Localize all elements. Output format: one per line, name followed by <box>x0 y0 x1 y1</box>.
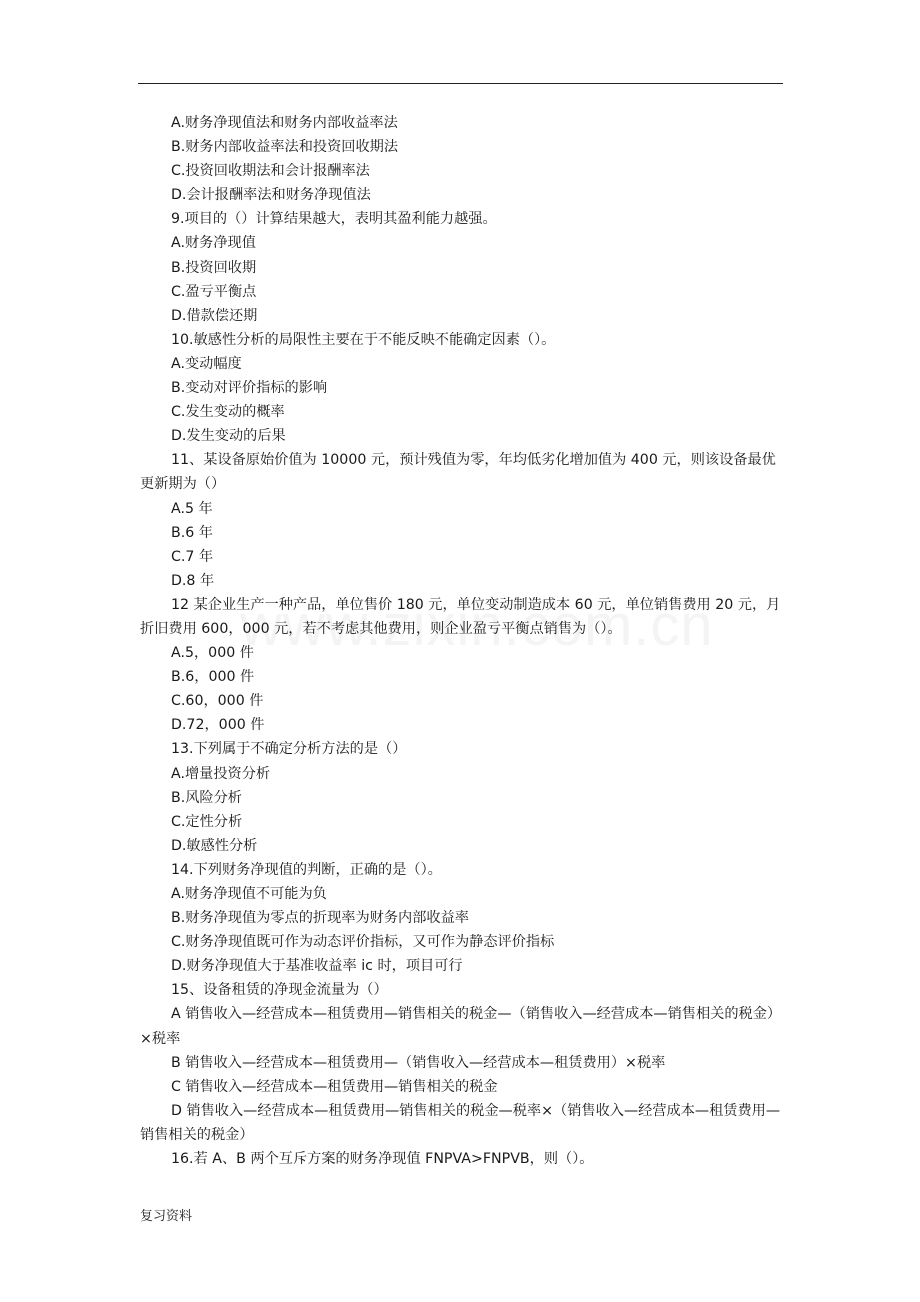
text-line: B.6 年 <box>171 524 213 541</box>
text-line: A 销售收入—经营成本—租赁费用—销售相关的税金—（销售收入—经营成本—销售相关的税金）×税率 <box>140 1006 782 1047</box>
text-line: B.变动对评价指标的影响 <box>171 380 328 397</box>
text-line: A.财务净现值不可能为负 <box>171 886 327 902</box>
text-line: B.风险分析 <box>171 789 242 806</box>
text-line: C.盈亏平衡点 <box>171 283 257 300</box>
text-line: C.财务净现值既可作为动态评价指标，又可作为静态评价指标 <box>171 934 555 951</box>
text-line: D.发生变动的后果 <box>171 428 286 445</box>
text-line: C 销售收入—经营成本—租赁费用—销售相关的税金 <box>171 1078 498 1095</box>
text-line: C.定性分析 <box>171 813 243 830</box>
text-line: A.5，000 件 <box>171 645 254 662</box>
text-line: 15、设备租赁的净现金流量为（） <box>171 982 388 999</box>
header-rule <box>138 83 783 84</box>
text-line: D.借款偿还期 <box>171 307 258 324</box>
text-line: 13.下列属于不确定分析方法的是（） <box>171 741 407 758</box>
text-line: D.财务净现值大于基准收益率 ic 时，项目可行 <box>171 958 463 975</box>
text-line: B.财务净现值为零点的折现率为财务内部收益率 <box>171 910 469 927</box>
text-line: D.8 年 <box>171 572 215 589</box>
text-line: 11、某设备原始价值为 10000 元，预计残值为零，年均低劣化增加值为 400 元，则该设备最优更新期为（） <box>140 452 776 493</box>
text-line: A.财务净现值 <box>171 235 256 252</box>
page-footer: 复习资料 <box>140 1209 193 1224</box>
text-line: 12 某企业生产一种产品，单位售价 180 元，单位变动制造成本 60 元，单位销售费用 20 元，月折旧费用 600，000 元，若不考虑其他费用，则企业盈亏平衡点销售为（）。 <box>140 596 781 637</box>
text-line: A.财务净现值法和财务内部收益率法 <box>171 115 398 131</box>
text-line: B.财务内部收益率法和投资回收期法 <box>171 139 399 156</box>
text-line: C.7 年 <box>171 548 214 565</box>
text-line: B.投资回收期 <box>171 259 257 276</box>
text-line: D 销售收入—经营成本—租赁费用—销售相关的税金—税率×（销售收入—经营成本—租赁费用—销售相关的税金） <box>140 1102 781 1143</box>
text-line: B.6，000 件 <box>171 669 255 686</box>
text-line: 9.项目的（）计算结果越大，表明其盈利能力越强。 <box>171 211 497 228</box>
text-line: C.发生变动的概率 <box>171 404 285 421</box>
text-line: A.增量投资分析 <box>171 765 271 782</box>
text-line: A.5 年 <box>171 500 213 517</box>
text-line: C.60，000 件 <box>171 693 264 710</box>
text-line: 14.下列财务净现值的判断，正确的是（）。 <box>171 861 442 878</box>
text-line: 10.敏感性分析的局限性主要在于不能反映不能确定因素（）。 <box>171 331 556 348</box>
text-line: A.变动幅度 <box>171 355 242 372</box>
text-line: 16.若 A、B 两个互斥方案的财务净现值 FNPVA>FNPVB，则（）。 <box>171 1151 594 1168</box>
document-body <box>140 111 784 1171</box>
text-line: D.敏感性分析 <box>171 837 258 854</box>
text-line: D.会计报酬率法和财务净现值法 <box>171 187 371 204</box>
text-line: B 销售收入—经营成本—租赁费用—（销售收入—经营成本—租赁费用）×税率 <box>171 1054 666 1071</box>
text-line: C.投资回收期法和会计报酬率法 <box>171 163 370 180</box>
text-line: D.72，000 件 <box>171 717 265 734</box>
